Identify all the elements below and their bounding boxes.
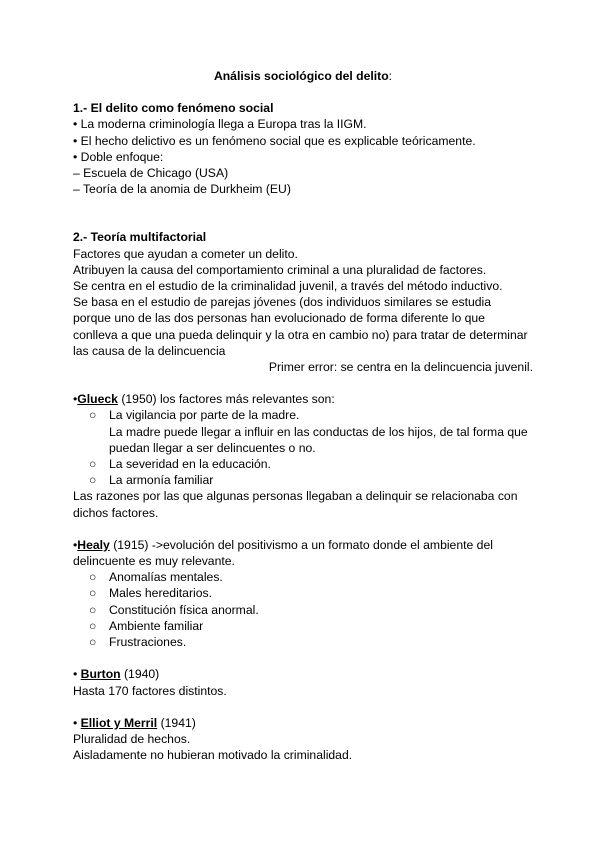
circle-bullet-icon: ○ (89, 586, 97, 601)
list-item-text: Frustraciones. (109, 635, 187, 650)
circle-bullet-icon: ○ (89, 570, 97, 585)
page-title (73, 68, 533, 84)
section2-line: porque uno de las dos personas han evolucionado de forma diferente lo que (73, 311, 485, 326)
list-item-text: Constitución física anormal. (109, 602, 259, 617)
list-item (73, 407, 533, 456)
section2-line: Se centra en el estudio de la criminalidad juvenil, a través del método inductivo. (73, 279, 503, 294)
burton-rest: (1940) (120, 667, 160, 682)
glueck-after-line: dichos factores. (73, 505, 159, 520)
section2-line: Atribuyen la causa del comportamiento criminal a una pluralidad de factores. (73, 262, 487, 277)
glueck-heading (73, 391, 533, 407)
list-item-text: Males hereditarios. (109, 586, 212, 601)
list-item-text: Ambiente familiar (109, 618, 204, 633)
list-item-text: La vigilancia por parte de la madre. (109, 408, 300, 423)
bullet-glyph: • (73, 537, 78, 552)
section1-heading: 1.- El delito como fenómeno social (73, 101, 274, 116)
title-text: Análisis sociológico del delito (213, 69, 389, 83)
burton-line: Hasta 170 factores distintos. (73, 683, 227, 698)
elliot-heading (73, 715, 533, 731)
section1-line: – Escuela de Chicago (USA) (73, 166, 229, 181)
section2-line: las causa de la delincuencia (73, 343, 226, 358)
elliot-rest: (1941) (157, 715, 196, 730)
author-glueck: Glueck (77, 392, 118, 407)
section2-heading: 2.- Teoría multifactorial (73, 230, 207, 245)
elliot-line: Aisladamente no hubieran motivado la criminalidad. (73, 748, 353, 763)
section2-line: Factores que ayudan a cometer un delito. (73, 246, 298, 261)
section2-line: conlleva a que una pueda delinquir y la otra en cambio no) para tratar de determinar (73, 327, 528, 342)
section1-line: • El hecho delictivo es un fenómeno social que es explicable teóricamente. (73, 133, 476, 148)
circle-bullet-icon: ○ (89, 635, 97, 650)
list-item-continuation: La madre puede llegar a influir en las conductas de los hijos, de tal forma que (109, 424, 528, 439)
section1-line: • La moderna criminología llega a Europa tras la IIGM. (73, 117, 367, 132)
list-item-text: La severidad en la educación. (109, 457, 271, 472)
list-item-continuation: puedan llegar a ser delincuentes o no. (109, 440, 316, 455)
section2-note: Primer error: se centra en la delincuencia juvenil. (268, 360, 533, 375)
list-item-text: Anomalías mentales. (109, 570, 223, 585)
elliot-line: Pluralidad de hechos. (73, 731, 191, 746)
circle-bullet-icon: ○ (89, 473, 97, 488)
circle-bullet-icon: ○ (89, 602, 97, 617)
section1-line: – Teoría de la anomia de Durkheim (EU) (73, 182, 291, 197)
document-page (73, 68, 533, 763)
list-item (73, 456, 533, 472)
author-elliot-merril: Elliot y Merril (80, 715, 158, 730)
circle-bullet-icon: ○ (89, 618, 97, 633)
bullet-glyph: • (73, 392, 78, 407)
list-item (73, 634, 533, 650)
list-item (73, 472, 533, 488)
healy-heading (73, 537, 533, 553)
healy-rest: (1915) ->evolución del positivismo a un formato donde el ambiente del (109, 537, 493, 552)
list-item (73, 585, 533, 601)
list-item (73, 602, 533, 618)
glueck-rest: (1950) los factores más relevantes son: (117, 392, 335, 407)
list-item (73, 618, 533, 634)
circle-bullet-icon: ○ (89, 457, 97, 472)
title-colon: : (388, 69, 393, 83)
section2-line: Se basa en el estudio de parejas jóvenes (dos individuos similares se estudia (73, 295, 492, 310)
list-item-text: La armonía familiar (109, 473, 214, 488)
bullet-glyph: • (73, 715, 81, 730)
author-healy: Healy (77, 537, 110, 552)
section1-line: • Doble enfoque: (73, 149, 164, 164)
healy-rest-line: delincuente es muy relevante. (73, 554, 235, 569)
burton-heading (73, 666, 533, 682)
list-item (73, 569, 533, 585)
glueck-after-line: Las razones por las que algunas personas llegaban a delinquir se relacionaba con (73, 489, 518, 504)
circle-bullet-icon: ○ (89, 408, 97, 423)
author-burton: Burton (80, 667, 121, 682)
bullet-glyph: • (73, 667, 81, 682)
